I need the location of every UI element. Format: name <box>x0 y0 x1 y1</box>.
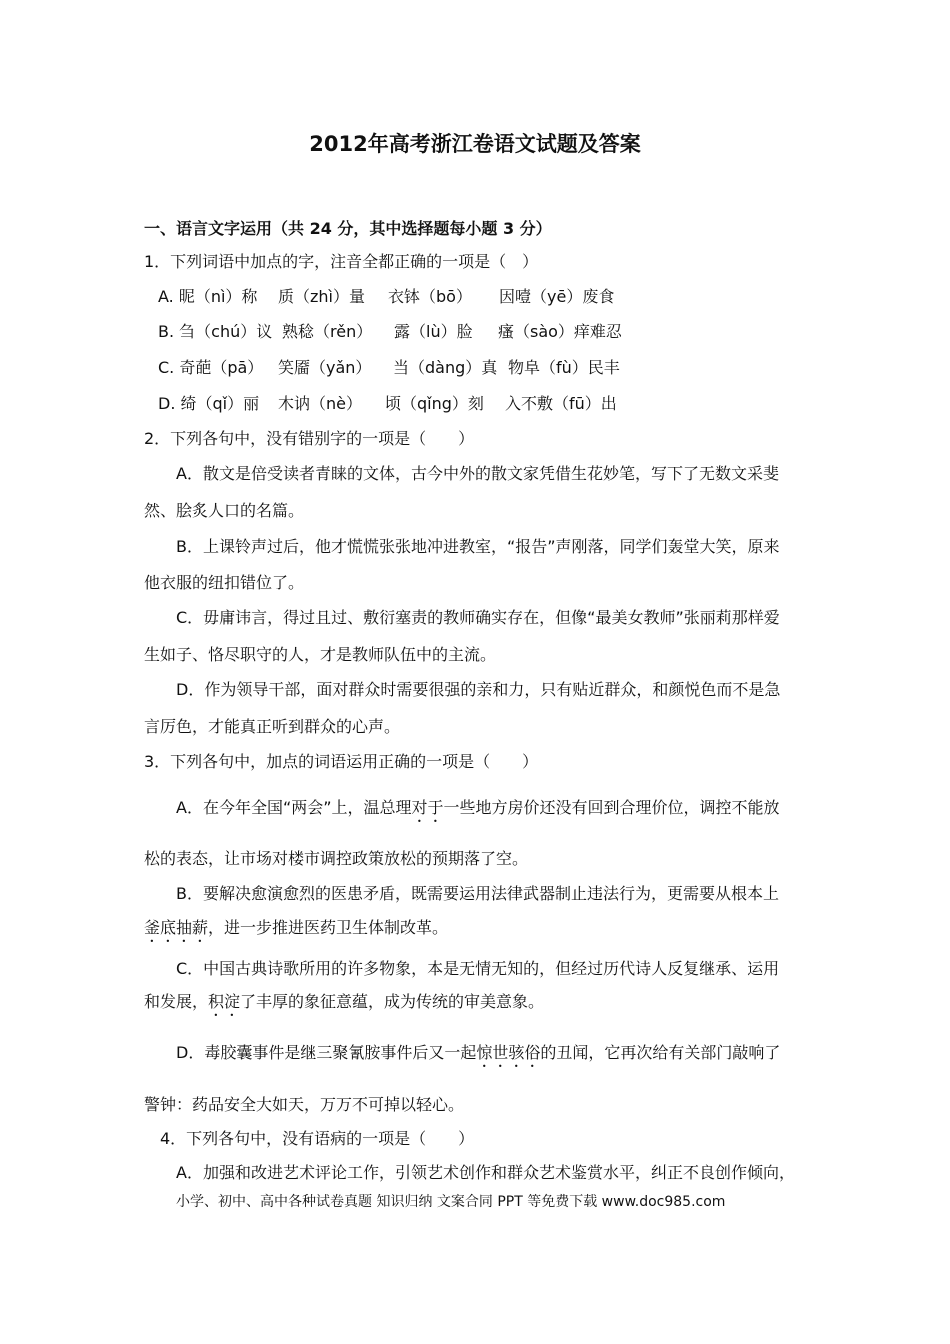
q1-b-4: 瘙（sào）痒难忍 <box>498 322 622 341</box>
q3-c-text-1: 和发展， <box>144 992 209 1011</box>
q4-option-a-line1: A．加强和改进艺术评论工作，引领艺术创作和群众艺术鉴赏水平，纠正不良创作倾向， <box>176 1163 795 1182</box>
q2-option-a-line1: A．散文是倍受读者青睐的文体，古今中外的散文家凭借生花妙笔，写下了无数文采斐 <box>176 464 779 483</box>
q3-option-d-line2: 警钟：药品安全大如天，万万不可掉以轻心。 <box>144 1095 465 1114</box>
q1-c-4: 物阜（fù）民丰 <box>508 358 620 377</box>
q3-option-c-line2 <box>144 991 544 1020</box>
q3-stem: 3．下列各句中，加点的词语运用正确的一项是（ ） <box>144 752 539 771</box>
q1-b-1: B. 刍（chú）议 <box>158 322 273 341</box>
q1-a-2: 质（zhì）量 <box>278 287 365 306</box>
q1-c-3: 当（dàng）真 <box>393 358 498 377</box>
q2-option-b-line2: 他衣服的纽扣错位了。 <box>144 573 305 592</box>
q1-d-2: 木讷（nè） <box>278 394 362 413</box>
q3-option-a-line1 <box>176 797 780 826</box>
q3-c-text-2: 了丰厚的象征意蕴，成为传统的审美意象。 <box>240 992 545 1011</box>
q3-a-text-1: A．在今年全国“两会”上，温总理 <box>176 798 412 817</box>
q3-option-b-line1: B．要解决愈演愈烈的医患矛盾，既需要运用法律武器制止违法行为，更需要从根本上 <box>176 884 779 903</box>
q1-option-b <box>158 321 622 343</box>
q3-d-dotted-word: 惊世骇俗 <box>476 1043 541 1062</box>
q3-d-text-1: D．毒胶囊事件是继三聚氰胺事件后又一起 <box>176 1043 477 1062</box>
q3-a-text-2: 一些地方房价还没有回到合理价位，调控不能放 <box>443 798 780 817</box>
q1-option-d <box>158 393 617 415</box>
q1-d-4: 入不敷（fū）出 <box>505 394 617 413</box>
q2-option-a-line2: 然、脍炙人口的名篇。 <box>144 501 305 520</box>
q1-a-4: 因噎（yē）废食 <box>499 287 615 306</box>
q1-a-3: 衣钵（bō） <box>388 287 472 306</box>
section-heading: 一、语言文字运用（共 24 分，其中选择题每小题 3 分） <box>144 219 552 238</box>
q3-option-a-line2: 松的表态，让市场对楼市调控政策放松的预期落了空。 <box>144 849 529 868</box>
q1-option-a <box>158 286 614 308</box>
q2-option-c-line2: 生如子、恪尽职守的人，才是教师队伍中的主流。 <box>144 645 497 664</box>
q3-b-text: ，进一步推进医药卫生体制改革。 <box>208 918 449 937</box>
page-title: 2012年高考浙江卷语文试题及答案 <box>309 132 641 156</box>
q1-stem: 1．下列词语中加点的字，注音全都正确的一项是（ ） <box>144 252 539 271</box>
q2-option-d-line1: D．作为领导干部，面对群众时需要很强的亲和力，只有贴近群众，和颜悦色而不是急 <box>176 680 781 699</box>
q3-b-dotted-word: 釜底抽薪 <box>144 918 209 937</box>
footer-text: 小学、初中、高中各种试卷真题 知识归纳 文案合同 PPT 等免费下载 www.doc985.com <box>176 1194 726 1210</box>
q3-d-text-2: 的丑闻，它再次给有关部门敲响了 <box>540 1043 781 1062</box>
q3-option-b-line2 <box>144 917 448 946</box>
q1-d-3: 顷（qǐng）刻 <box>385 394 484 413</box>
q1-d-1: D. 绮（qǐ）丽 <box>158 394 260 413</box>
q3-option-d-line1 <box>176 1042 780 1071</box>
q2-option-c-line1: C．毋庸讳言，得过且过、敷衍塞责的教师确实存在，但像“最美女教师”张丽莉那样爱 <box>176 608 780 627</box>
q1-option-c <box>158 357 620 379</box>
q1-b-3: 露（lù）脸 <box>394 322 473 341</box>
q4-stem: 4．下列各句中，没有语病的一项是（ ） <box>160 1129 475 1148</box>
q2-option-b-line1: B．上课铃声过后，他才慌慌张张地冲进教室，“报告”声刚落，同学们轰堂大笑，原来 <box>176 537 780 556</box>
q3-c-dotted-word: 积淀 <box>208 992 241 1011</box>
q1-b-2: 熟稔（rěn） <box>282 322 373 341</box>
q2-option-d-line2: 言厉色，才能真正听到群众的心声。 <box>144 717 401 736</box>
q3-option-c-line1: C．中国古典诗歌所用的许多物象，本是无情无知的，但经过历代诗人反复继承、运用 <box>176 959 780 978</box>
q2-stem: 2．下列各句中，没有错别字的一项是（ ） <box>144 429 475 448</box>
q1-c-1: C. 奇葩（pā） <box>158 358 264 377</box>
q1-a-1: A. 昵（nì）称 <box>158 287 258 306</box>
q1-c-2: 笑靥（yǎn） <box>278 358 372 377</box>
q3-a-dotted-word: 对于 <box>411 798 444 817</box>
